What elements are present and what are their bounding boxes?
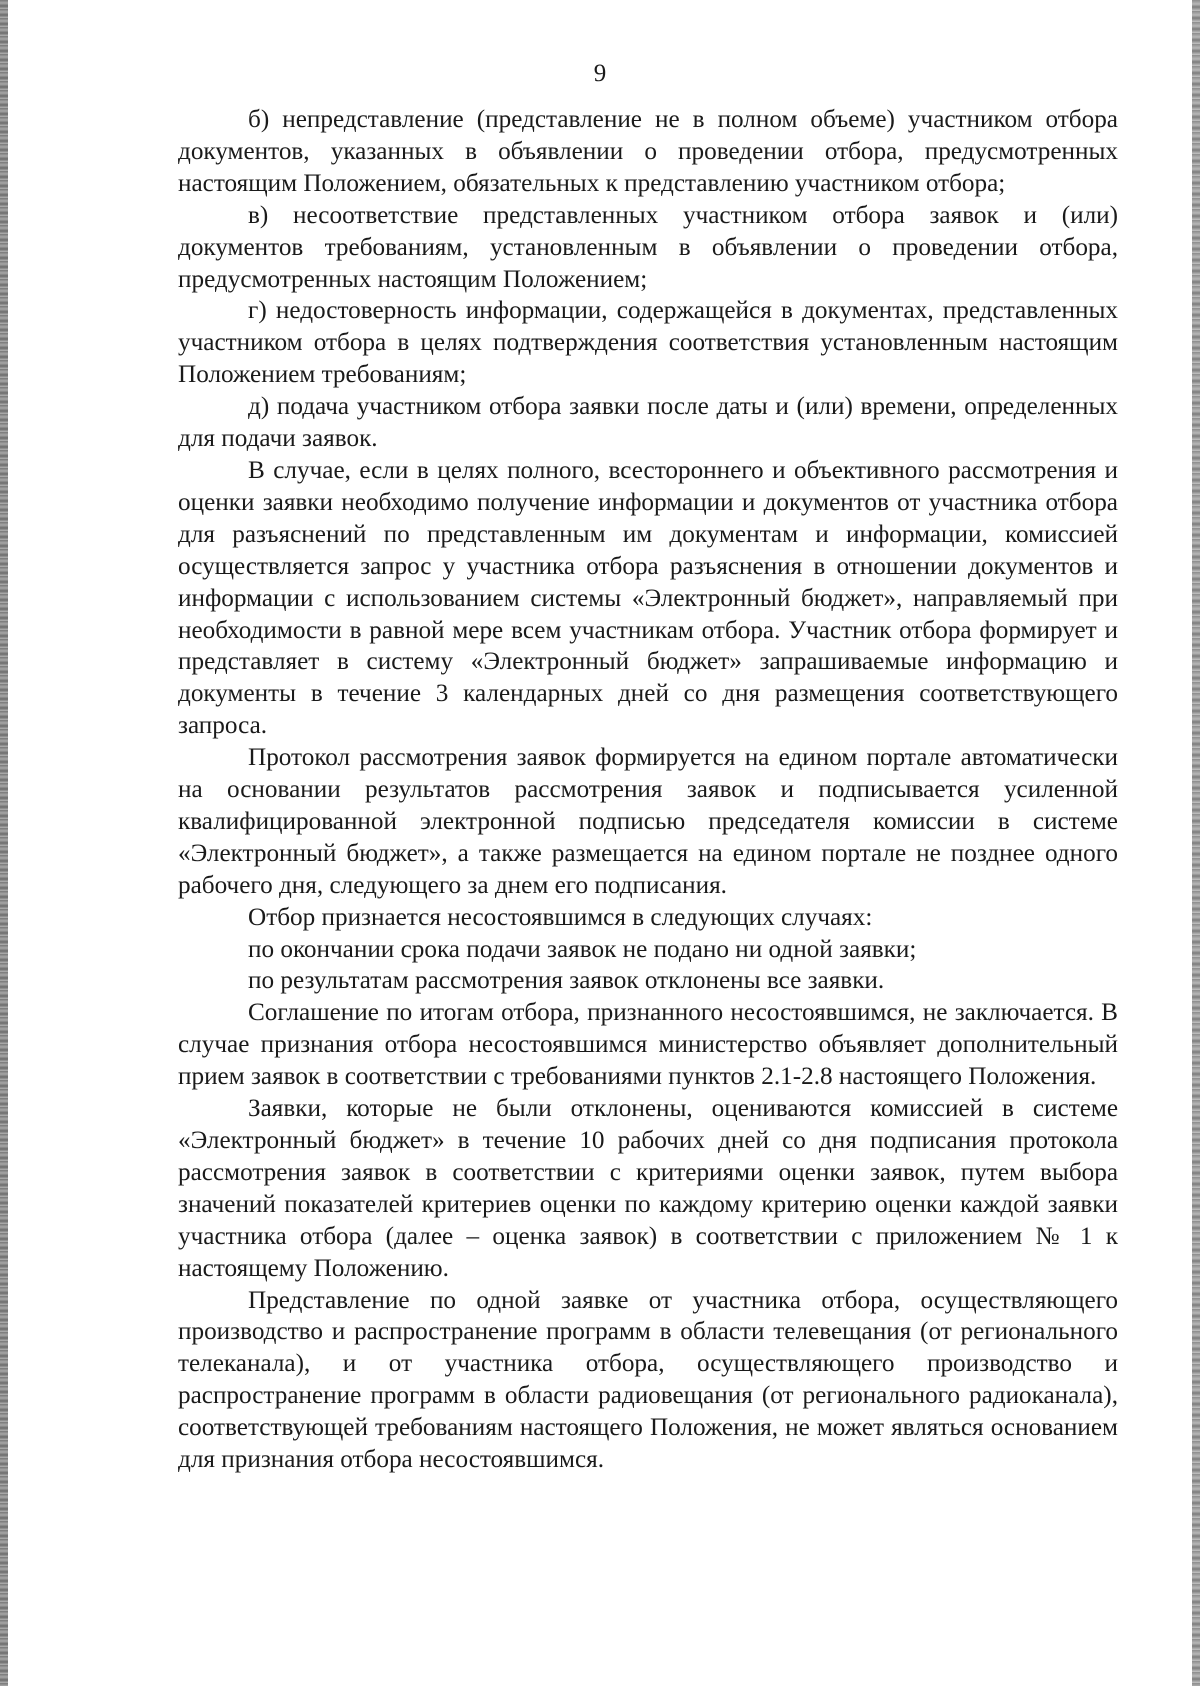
paragraph-evaluation: Заявки, которые не были отклонены, оцениваются комиссией в системе «Электронный бюджет» в течение 10 рабочих дней со дня подписания протокола рассмотрения заявок в соответствии с критериями оценки заявок, путем выбора значений показателей критериев оценки по каждому критерию оценки каждой заявки участника отбора (далее – оценка заявок) в соответствии с приложением № 1 к настоящему Положению.: [178, 1095, 1118, 1282]
document-body: [178, 104, 1118, 1476]
paragraph-clarification-request: В случае, если в целях полного, всестороннего и объективного рассмотрения и оценки заявки необходимо получение информации и документов от участника отбора для разъяснений по представленным им документам и информации, комиссией осуществляется запрос у участника отбора разъяснения в отношении документов и информации с использованием системы «Электронный бюджет», направляемый при необходимости в равной мере всем участникам отбора. Участник отбора формирует и представляет в систему «Электронный бюджет» запрашиваемые информацию и документы в течение 3 календарных дней со дня размещения соответствующего запроса.: [178, 456, 1118, 740]
paragraph-failed-case-1: по окончании срока подачи заявок не подано ни одной заявки;: [248, 935, 917, 963]
paragraph-agreement: Соглашение по итогам отбора, признанного несостоявшимся, не заключается. В случае признания отбора несостоявшимся министерство объявляет дополнительный прием заявок в соответствии с требованиями пунктов 2.1-2.8 настоящего Положения.: [178, 999, 1118, 1091]
scan-edge-left: [0, 0, 8, 1686]
paragraph-failed-case-2: по результатам рассмотрения заявок отклонены все заявки.: [248, 967, 885, 995]
page-number: 9: [593, 60, 607, 87]
paragraph-failed-selection-intro: Отбор признается несостоявшимся в следующих случаях:: [248, 903, 873, 931]
paragraph-g: г) недостоверность информации, содержащейся в документах, представленных участником отбора в целях подтверждения соответствия установленным настоящим Положением требованиям;: [178, 297, 1118, 389]
scan-edge-right: [1192, 0, 1200, 1686]
paragraph-single-application: Представление по одной заявке от участника отбора, осуществляющего производство и распространение программ в области телевещания (от регионального телеканала), и от участника отбора, осуществляющего производство и распространение программ в области радиовещания (от регионального радиоканала), соответствующей требованиям настоящего Положения, не может являться основанием для признания отбора несостоявшимся.: [178, 1286, 1118, 1474]
paragraph-v: в) несоответствие представленных участником отбора заявок и (или) документов требованиям, установленным в объявлении о проведении отбора, предусмотренных настоящим Положением;: [178, 201, 1118, 293]
paragraph-b: б) непредставление (представление не в полном объеме) участником отбора документов, указанных в объявлении о проведении отбора, предусмотренных настоящим Положением, обязательных к представлению участником отбора;: [178, 106, 1118, 197]
paragraph-d: д) подача участником отбора заявки после даты и (или) времени, определенных для подачи заявок.: [178, 393, 1118, 453]
paragraph-protocol: Протокол рассмотрения заявок формируется на едином портале автоматически на основании результатов рассмотрения заявок и подписывается усиленной квалифицированной электронной подписью председателя комиссии в системе «Электронный бюджет», а также размещается на едином портале не позднее одного рабочего дня, следующего за днем его подписания.: [178, 744, 1118, 899]
